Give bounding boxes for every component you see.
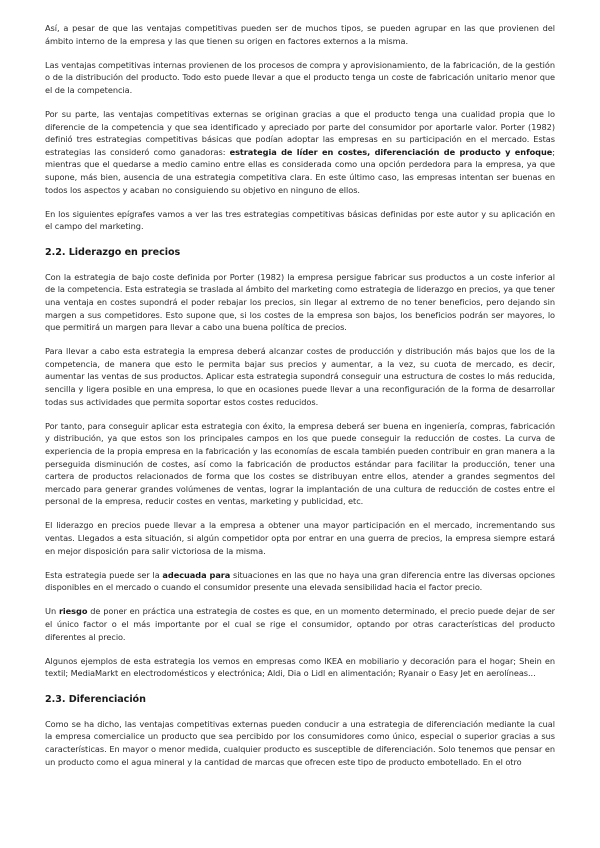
paragraph-text: de poner en práctica una estrategia de costes es que, en un momento determinado, el precio puede dejar de ser el único factor o el más importante por el cual se rige el consumidor, optando por otras características del producto diferentes al precio.: [45, 606, 556, 642]
paragraph-ventajas-tipos: Así, a pesar de que las ventajas competitivas pueden ser de muchos tipos, se pueden agrupar en las que provienen del ámbito interno de la empresa y las que tienen su origen en factores externos a la misma.: [45, 23, 555, 46]
paragraph-ventajas-externas: [45, 108, 555, 196]
section-heading-liderazgo: 2.2. Liderazgo en precios: [45, 246, 181, 258]
paragraph-adecuada: [45, 569, 555, 594]
paragraph-text: Un: [45, 606, 59, 617]
paragraph-text: ; mientras que el quedarse a medio camino entre ellas es considerada como una opción perdedora para la empresa, ya que supone, más bien, ausencia de una estrategia competitiva clara. En este último caso, las empresas intentan ser buenas en todos los aspectos y acaban no consiguiendo su objetivo en ninguno de ellos.: [45, 146, 555, 195]
paragraph-ventajas-internas: Las ventajas competitivas internas provienen de los procesos de compra y aprovisionamiento, de la fabricación, de la gestión o de la distribución del producto. Todo esto puede llevar a que el producto tenga un coste de fabricación unitario menor que el de la competencia.: [45, 59, 555, 95]
document-page: [45, 22, 555, 780]
paragraph-text: situaciones en las que no haya una gran diferencia entre las diversas opciones disponibles en el mercado o cuando el consumidor presente una elevada sensibilidad hacia el factor precio.: [45, 569, 556, 593]
paragraph-ejemplos: Algunos ejemplos de esta estrategia los vemos en empresas como IKEA en mobiliario y decoración para el hogar; Shein en textil; MediaMarkt en electrodomésticos y electrónica; Aldi, Dia o Lidl en alimentación; Ryanair o Easy Jet en aerolíneas...: [45, 655, 555, 679]
bold-estrategias: estrategia de líder en costes, diferenciación de producto y enfoque: [229, 146, 553, 157]
paragraph-riesgo: [45, 605, 555, 643]
paragraph-bajo-coste: Con la estrategia de bajo coste definida por Porter (1982) la empresa persigue fabricar sus productos a un coste inferior al de la competencia. Esta estrategia se traslada al ámbito del marketing como estrategia de liderazgo en precios, ya que tener una ventaja en costes supondrá el poder rebajar los precios, sin llegar al extremo de no tener beneficios, pero dejando sin margen a sus competidores. Esto supone que, si los costes de la empresa son bajos, los beneficios podrán ser mayores, lo que permitirá un margen para llevar a cabo una buena política de precios.: [45, 271, 555, 333]
bold-riesgo: riesgo: [58, 606, 88, 617]
paragraph-epigrafes: En los siguientes epígrafes vamos a ver las tres estrategias competitivas básicas definidas por este autor y su aplicación en el campo del marketing.: [45, 208, 555, 232]
paragraph-exito: Por tanto, para conseguir aplicar esta estrategia con éxito, la empresa deberá ser buena en ingeniería, compras, fabricación y distribución, ya que estos son los principales campos en los que puede conseguir la reducción de costes. La curva de experiencia de la propia empresa en la fabricación y las economías de escala también pueden contribuir en gran manera a la perseguida disminución de costes, así como la fabricación de productos estándar para facilitar la producción, tener una cartera de productos relacionados de forma que los costes se distribuyan entre ellos, atender a grandes segmentos del mercado para generar grandes volúmenes de ventas, lograr la implantación de una cultura de reducción de costes entre el personal de la empresa, reducir costes en ventas, marketing y publicidad, etc.: [45, 420, 555, 507]
paragraph-diferenciacion: Como se ha dicho, las ventajas competitivas externas pueden conducir a una estrategia de diferenciación mediante la cual la empresa comercialice un producto que sea percibido por los consumidores como único, especial o superior gracias a sus características. En mayor o menor medida, cualquier producto es susceptible de diferenciación. Solo tenemos que pensar en un producto como el agua mineral y la cantidad de marcas que ofrecen este tipo de producto embotellado. En el otro: [45, 718, 555, 767]
paragraph-text: Por su parte, las ventajas competitivas externas se originan gracias a que el producto tenga una cualidad propia que lo diferencie de la competencia y que sea identificado y apreciado por parte del consumidor por aportarle valor. Porter (1982) definió tres estrategias competitivas básicas que podían adoptar las empresas en su participación en el mercado. Estas estrategias las consideró como ganadoras:: [45, 108, 555, 157]
bold-adecuada: adecuada para: [162, 569, 231, 580]
paragraph-text: Esta estrategia puede ser la: [45, 569, 163, 580]
paragraph-participacion: El liderazgo en precios puede llevar a la empresa a obtener una mayor participación en el mercado, incrementando sus ventas. Llegados a esta situación, si algún competidor opta por entrar en una guerra de precios, la empresa siempre estará en mejor disposición para salir victoriosa de la misma.: [45, 520, 555, 556]
section-heading-diferenciacion: 2.3. Diferenciación: [45, 693, 146, 705]
paragraph-costes-produccion: Para llevar a cabo esta estrategia la empresa deberá alcanzar costes de producción y distribución más bajos que los de la competencia, de manera que esto le permita bajar sus precios y aumentar, a la vez, su cuota de mercado, es decir, aumentar las ventas de sus productos. Aplicar esta estrategia supondrá conseguir una estructura de costes lo más reducida, sencilla y ligera posible en una empresa, lo que en ocasiones puede llevar a una reconfiguración de la forma de desarrollar todas sus actividades que permita soportar estos costes reducidos.: [45, 346, 555, 407]
